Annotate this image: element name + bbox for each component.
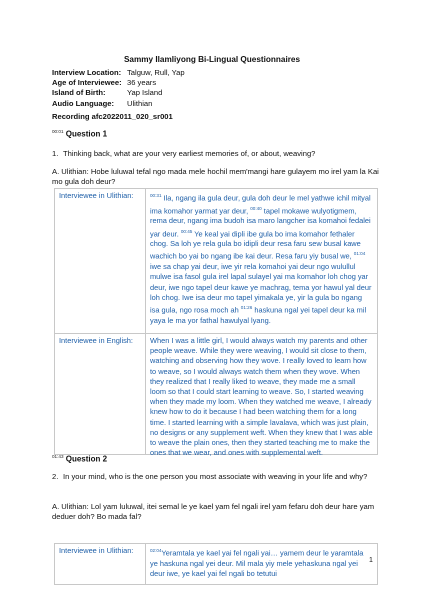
meta-row-language bbox=[52, 99, 185, 109]
meta-label: Age of Interviewee: bbox=[52, 78, 122, 88]
meta-label: Audio Language: bbox=[52, 98, 115, 108]
response-segment: Ila, ngang ila gula deur, gula doh deur le mel yathwe ichil mityal ima komahor yarmat yar deur, bbox=[150, 193, 371, 216]
response-segment: Ye keal yai dipli ibe gula bo ima komahor fethaler chog. Sa loh ye rela gula bo idipli deur resa faru sew busal kawe wachich bo yai bo ngang ibe kai deur. Resa faru yiy busal we, bbox=[150, 229, 361, 261]
question-heading-label: Question 2 bbox=[65, 454, 108, 464]
question-heading-label: Question 1 bbox=[65, 129, 108, 139]
meta-row-age bbox=[52, 78, 185, 88]
interview-metadata bbox=[52, 68, 185, 109]
response-segment: haskuna ngal yei tapel deur ka mil yaya le ma yor fathal hawulyal lyang. bbox=[150, 305, 367, 325]
timestamp: 01:26 bbox=[240, 304, 253, 310]
meta-value: Ulithian bbox=[127, 98, 153, 108]
question-2-text bbox=[52, 472, 382, 482]
timestamp: 02:04 bbox=[150, 548, 162, 553]
meta-row-island bbox=[52, 88, 185, 98]
question-1-text bbox=[52, 149, 382, 159]
question-number: 2. bbox=[52, 472, 59, 481]
response-segment: Yeramtala ye kael yai fel ngali yai… yamem deur le yaramtala ye haskuna ngal yei deur. Mil mala yiy mele yehaskuna ngal yei deur iwe, ye kael yai fel ngali bo tetutui bbox=[150, 548, 364, 578]
meta-label: Interview Location: bbox=[52, 68, 122, 77]
timestamp: 01:43 bbox=[52, 454, 64, 459]
timestamp: 00:45 bbox=[180, 228, 193, 234]
speaker-label: Interviewee in Ulithian: bbox=[59, 191, 134, 200]
response-text-ulithian bbox=[145, 189, 377, 333]
meta-row-location bbox=[52, 68, 185, 78]
speaker-label: Interviewee in English: bbox=[59, 336, 133, 345]
response-segment: tapel mokawe wulyotigmem, rema deur, ngang ima budoh isa maro langcher isa komahoi fedalei yar deur. bbox=[150, 206, 371, 239]
page-number: 1 bbox=[369, 557, 373, 564]
timestamp: 00:01 bbox=[52, 129, 64, 134]
question-2-heading bbox=[52, 454, 107, 464]
response-text-ulithian bbox=[145, 544, 377, 584]
meta-value: 36 years bbox=[127, 78, 157, 88]
speaker-label: Interviewee in Ulithian: bbox=[59, 546, 134, 555]
meta-value: Yap Island bbox=[127, 88, 163, 98]
timestamp: 01:04 bbox=[353, 251, 366, 257]
timestamp: 00:40 bbox=[250, 205, 262, 211]
meta-value: Talguw, Rull, Yap bbox=[127, 68, 185, 77]
response-text-english: When I was a little girl, I would always watch my parents and other people weave. While they were weaving, I would sit close to them, watching and observing how they wove. I really loved to learn how to weave, so I would always watch them when they wove. When they realized that I really liked to weave, they made me a small loom so that I could start learning to weave. So, I started weaving when they made my loom. When they watched me weave, I already knew how to do it because I had been watching them for a long time. I started learning with a simple lavalava, which was just plain, no designs or any supplement weft. When they knew that I was able to weave the plain ones, then they started teaching me to make the ones that we wear, and ones with supplemental weft. bbox=[145, 334, 377, 454]
question-body: Thinking back, what are your very earliest memories of, or about, weaving? bbox=[63, 149, 316, 158]
timestamp: 00:31 bbox=[150, 193, 162, 198]
recording-id: Recording afc2022011_020_sr001 bbox=[52, 112, 173, 121]
question-2-ulithian-ask: A. Ulithian: Lol yam luluwal, itei semal le ye kael yam fel ngali irel yam fefaru doh deur hare yam deduer doh? Bo mada fal? bbox=[52, 502, 375, 521]
question-1-heading bbox=[52, 129, 107, 139]
response-table-q1-ulithian bbox=[54, 188, 378, 334]
question-body: In your mind, who is the one person you most associate with weaving in your life and why? bbox=[63, 472, 368, 481]
response-segment: iwe sa chap yai deur, iwe yir rela komahoi yai deur ngo wulullul mulwe isa fasol gula irel lapal sulayel yai ma komahor loh chog yar deur, iwe ngo tapel deur kawe ye machrag, tema yor hawul yal deur loh chog. Iwe isa deur mo tapel yimakala ye, yir la gula bo ngang isa gula, ngo rosa moch ah bbox=[150, 262, 372, 315]
question-1-ulithian-ask: A. Ulithian: Hobe luluwal tefal ngo mada mele hochil mem'mangi hare gulayem mo irel yam la Kai mo gula doh deur? bbox=[52, 167, 379, 186]
meta-label: Island of Birth: bbox=[52, 88, 106, 98]
document-title: Sammy Ilamliyong Bi-Lingual Questionnaires bbox=[123, 55, 301, 64]
question-number: 1. bbox=[52, 149, 59, 158]
response-table-q2-ulithian bbox=[54, 543, 378, 585]
